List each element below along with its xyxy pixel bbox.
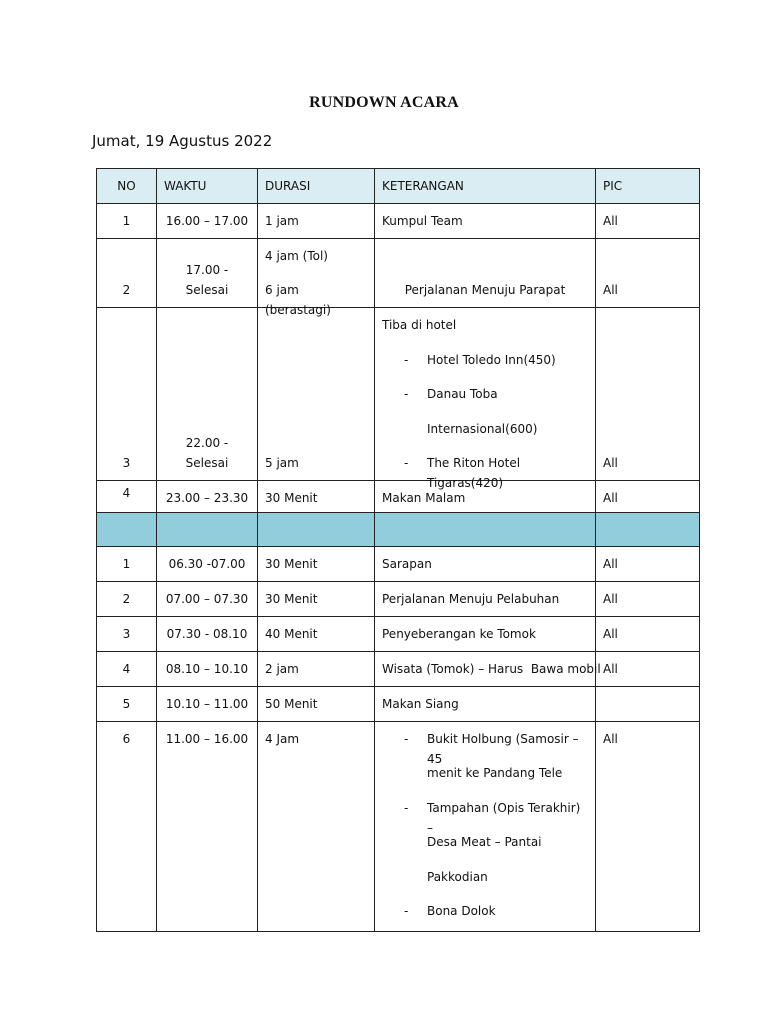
table-row	[97, 239, 700, 308]
cell-waktu: 23.00 – 23.30	[157, 480, 258, 512]
table-row	[97, 581, 700, 616]
header-durasi: DURASI	[258, 169, 375, 204]
cell-keterangan: Makan Siang	[375, 686, 596, 721]
cell-waktu: 22.00 - Selesai	[157, 308, 258, 481]
hotel-heading: Tiba di hotel	[382, 318, 457, 333]
cell-waktu: 07.00 – 07.30	[157, 581, 258, 616]
cell-keterangan: Penyeberangan ke Tomok	[375, 616, 596, 651]
destination-text: Pakkodian	[427, 869, 488, 884]
cell-keterangan: Wisata (Tomok) – Harus Bawa mobil	[375, 651, 596, 686]
cell-durasi: 30 Menit	[258, 581, 375, 616]
table-row	[97, 480, 700, 512]
durasi-line: 6 jam (berastagi)	[265, 283, 331, 318]
dash-bullet: -	[404, 455, 409, 470]
dash-bullet: -	[404, 352, 409, 367]
bullet-item	[382, 901, 588, 921]
bullet-continuation	[382, 867, 588, 901]
cell-durasi: 2 jam	[258, 651, 375, 686]
cell-keterangan: Perjalanan Menuju Pelabuhan	[375, 581, 596, 616]
cell-pic: All	[596, 721, 700, 931]
cell-no: 3	[97, 616, 157, 651]
cell-waktu: 07.30 - 08.10	[157, 616, 258, 651]
cell-waktu: 17.00 - Selesai	[157, 239, 258, 308]
destination-text: Tampahan (Opis Terakhir) –	[427, 800, 581, 835]
cell-keterangan	[375, 308, 596, 490]
cell-waktu: 11.00 – 16.00	[157, 721, 258, 931]
cell-keterangan: Kumpul Team	[375, 204, 596, 239]
cell-no: 4	[97, 651, 157, 686]
table-row	[97, 721, 700, 931]
separator-cell	[157, 512, 258, 546]
cell-pic: All	[596, 616, 700, 651]
cell-pic	[596, 686, 700, 721]
day-separator-row	[97, 512, 700, 546]
table-row	[97, 546, 700, 581]
destination-text: Bona Dolok	[427, 903, 496, 918]
cell-durasi: 50 Menit	[258, 686, 375, 721]
cell-waktu: 16.00 – 17.00	[157, 204, 258, 239]
cell-no: 1	[97, 546, 157, 581]
cell-keterangan: Perjalanan Menuju Parapat	[375, 239, 596, 308]
cell-keterangan: Sarapan	[375, 546, 596, 581]
cell-pic: All	[596, 581, 700, 616]
bullet-continuation	[382, 832, 588, 866]
table-row	[97, 686, 700, 721]
bullet-item	[382, 453, 588, 490]
hotel-name: Danau Toba	[427, 387, 498, 402]
dash-bullet: -	[404, 731, 409, 746]
event-date: Jumat, 19 Agustus 2022	[92, 132, 273, 150]
separator-cell	[258, 512, 375, 546]
separator-cell	[375, 512, 596, 546]
cell-no: 4	[97, 480, 157, 512]
bullet-item	[382, 384, 588, 418]
dash-bullet: -	[404, 387, 409, 402]
destination-text: menit ke Pandang Tele	[427, 766, 563, 781]
cell-no: 3	[97, 308, 157, 481]
durasi-line: 4 jam (Tol)	[265, 249, 328, 263]
cell-durasi: 5 jam	[258, 308, 375, 481]
cell-waktu: 08.10 – 10.10	[157, 651, 258, 686]
cell-pic: All	[596, 480, 700, 512]
cell-pic: All	[596, 308, 700, 481]
hotel-name: The Riton Hotel Tigaras(420)	[427, 455, 521, 490]
cell-durasi	[258, 239, 375, 318]
cell-pic: All	[596, 546, 700, 581]
destination-text: Desa Meat – Pantai	[427, 835, 542, 850]
header-no: NO	[97, 169, 157, 204]
hotel-name: Internasional(600)	[427, 421, 538, 436]
cell-durasi: 40 Menit	[258, 616, 375, 651]
cell-durasi: 30 Menit	[258, 480, 375, 512]
hotel-name: Hotel Toledo Inn(450)	[427, 352, 556, 367]
cell-waktu: 10.10 – 11.00	[157, 686, 258, 721]
cell-durasi: 4 Jam	[258, 721, 375, 931]
bullet-item	[382, 798, 588, 835]
cell-pic: All	[596, 204, 700, 239]
cell-no: 5	[97, 686, 157, 721]
table-row	[97, 616, 700, 651]
cell-no: 2	[97, 239, 157, 308]
cell-no: 2	[97, 581, 157, 616]
header-waktu: WAKTU	[157, 169, 258, 204]
cell-keterangan	[375, 721, 596, 931]
cell-durasi: 30 Menit	[258, 546, 375, 581]
table-row	[97, 308, 700, 481]
table-row	[97, 651, 700, 686]
cell-no: 6	[97, 721, 157, 931]
separator-cell	[97, 512, 157, 546]
table-header-row	[97, 169, 700, 204]
destination-text: Bukit Holbung (Samosir – 45	[427, 731, 579, 766]
bullet-continuation	[382, 763, 588, 797]
table-row	[97, 204, 700, 239]
cell-keterangan: Makan Malam	[375, 480, 596, 512]
dash-bullet: -	[404, 800, 409, 815]
cell-no: 1	[97, 204, 157, 239]
document-title: RUNDOWN ACARA	[309, 94, 459, 111]
cell-pic: All	[596, 651, 700, 686]
bullet-continuation	[382, 419, 588, 453]
header-pic: PIC	[596, 169, 700, 204]
dash-bullet: -	[404, 903, 409, 918]
separator-cell	[596, 512, 700, 546]
bullet-item	[382, 350, 588, 384]
cell-durasi: 1 jam	[258, 204, 375, 239]
rundown-table	[96, 168, 700, 932]
cell-waktu: 06.30 -07.00	[157, 546, 258, 581]
cell-pic: All	[596, 239, 700, 308]
bullet-item	[382, 729, 588, 766]
header-keterangan: KETERANGAN	[375, 169, 596, 204]
